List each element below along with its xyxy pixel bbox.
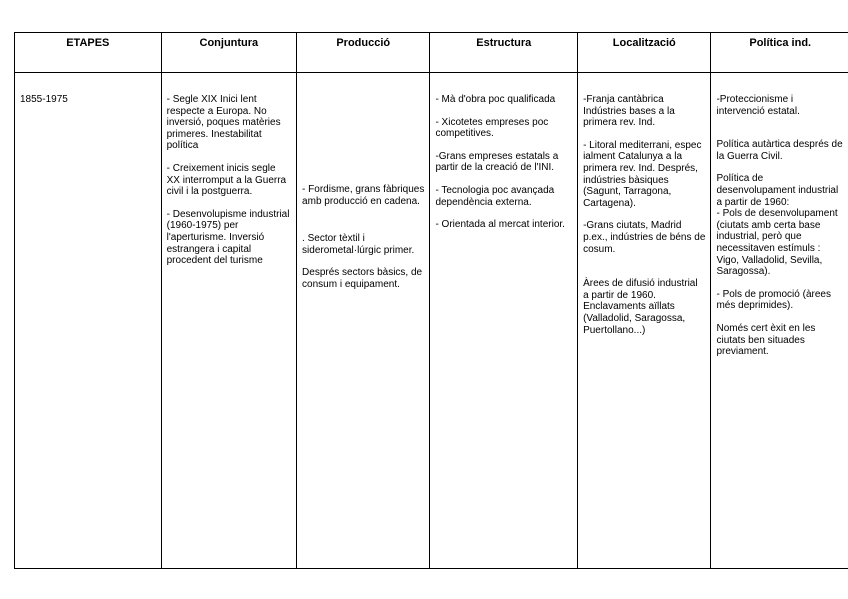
produccio-item: . Sector tèxtil i siderometal·lúrgic primer. [302,233,415,256]
cell-politica [711,73,848,569]
cell-localitzacio [578,73,711,569]
estructura-item: - Tecnologia poc avançada dependència externa. [435,184,555,208]
politica-item: Política de desenvolupament industrial a partir de 1960: [716,173,839,208]
cell-conjuntura [161,73,296,569]
cell-produccio [297,73,430,569]
industrialization-table [14,32,848,569]
header-produccio: Producció [297,33,430,73]
estructura-item: - Orientada al mercat interior. [435,219,565,231]
localitzacio-item: -Grans ciutats, Madrid p.ex., indústries de béns de cosum. [583,220,706,255]
period-text: 1855-1975 [20,94,68,105]
conjuntura-item: - Creixement inicis segle XX interromput a la Guerra civil i la postguerra. [166,162,287,198]
produccio-item: Després sectors bàsics, de consum i equipament. [302,267,423,290]
localitzacio-item: - Litoral mediterrani, espec ialment Catalunya a la primera rev. Ind. Després, indústries bàsiques (Sagunt, Tarragona, Cartagena). [583,139,702,209]
politica-item: Només cert èxit en les ciutats ben situades previament. [716,322,816,358]
conjuntura-item: - Desenvolupisme industrial (1960-1975) per l'aperturisme. Inversió estrangera i capital procedent del turisme [166,208,290,267]
politica-item: - Pols de promoció (àrees més deprimides). [716,288,831,312]
estructura-item: -Grans empreses estatals a partir de la creació de l'INI. [435,150,559,174]
cell-period [15,73,162,569]
produccio-item: - Fordisme, grans fàbriques amb producció en cadena. [302,184,425,207]
header-conjuntura: Conjuntura [161,33,296,73]
localitzacio-item: Àrees de difusió industrial a partir de 1960. Enclavaments aïllats (Valladolid, Saragossa, Puertollano...) [583,278,698,336]
table-row [15,73,848,569]
cell-estructura [430,73,578,569]
header-etapes: ETAPES [15,33,162,73]
header-politica: Política ind. [711,33,848,73]
politica-item: - Pols de desenvolupament (ciutats amb certa base industrial, però que necessitaven estímuls : Vigo, Valladolid, Sevilla, Saragossa). [716,208,838,278]
header-estructura: Estructura [430,33,578,73]
politica-item: -Proteccionisme i intervenció estatal. [716,94,800,117]
estructura-item: - Mà d'obra poc qualificada [435,94,556,105]
conjuntura-item: - Segle XIX Inici lent respecte a Europa. No inversió, poques matèries primeres. Inestabilitat política [166,94,281,152]
header-localitzacio: Localització [578,33,711,73]
politica-item: Política autàrtica després de la Guerra Civil. [716,139,843,162]
estructura-item: - Xicotetes empreses poc competitives. [435,116,549,140]
localitzacio-item: -Franja cantàbrica Indústries bases a la primera rev. Ind. [583,94,675,129]
table-header-row [15,33,848,73]
